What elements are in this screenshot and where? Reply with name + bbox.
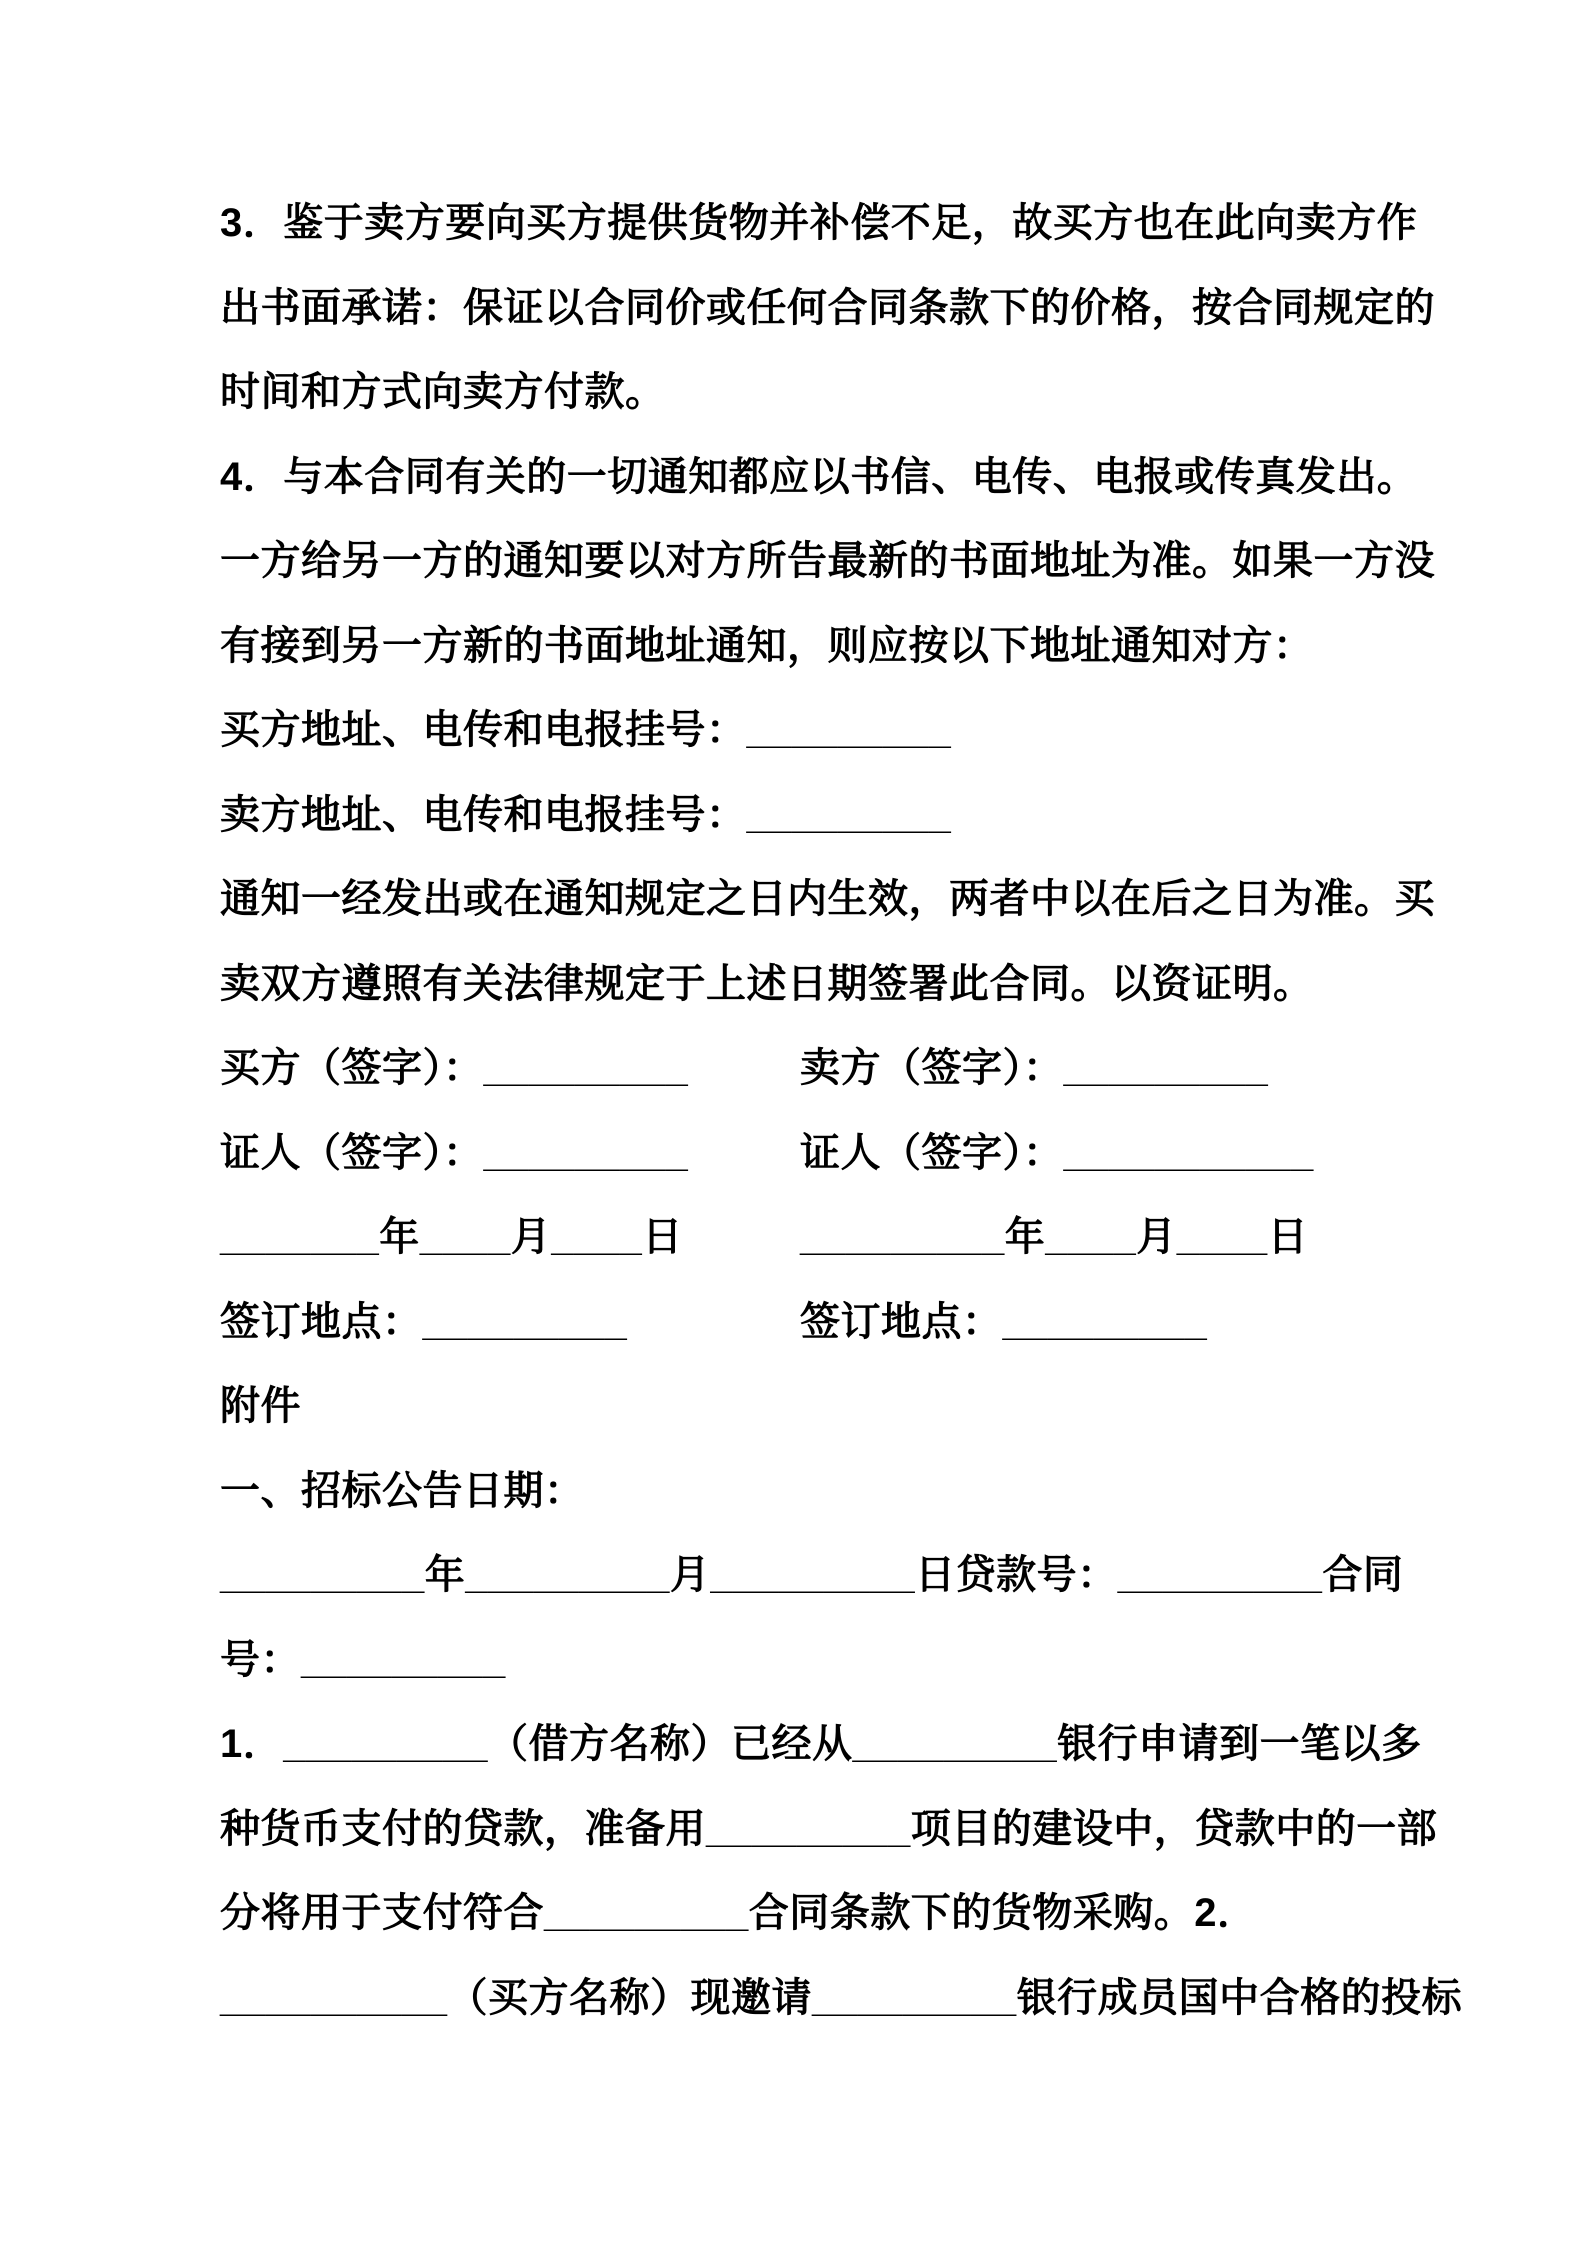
appendix-line-2: 号：_________	[220, 1637, 506, 1682]
clause3-line-3: 时间和方式向卖方付款。	[220, 370, 666, 414]
signature-row-parties	[220, 1026, 1438, 1111]
signing-date-field-right: _________年____月____日	[800, 1215, 1309, 1259]
appendix-line-4: 种货币支付的贷款，准备用_________项目的建设中，贷款中的一部	[220, 1806, 1438, 1851]
appendix-line-6: __________（买方名称）现邀请_________银行成员国中合格的投标	[220, 1975, 1463, 2020]
seller-address-line: 卖方地址、电传和电报挂号：_________	[220, 792, 952, 837]
seller-signature-field: 卖方（签字）：_________	[800, 1046, 1269, 1090]
clause3-line-2: 出书面承诺：保证以合同价或任何合同条款下的价格，按合同规定的	[220, 285, 1435, 330]
notice-effective-line-1: 通知一经发出或在通知规定之日内生效，两者中以在后之日为准。买	[220, 877, 1435, 921]
clause4-line-3: 有接到另一方新的书面地址通知，则应按以下地址通知对方：	[220, 623, 1314, 668]
witness-signature-field-right: 证人（签字）：___________	[800, 1130, 1314, 1175]
signature-row-witnesses	[220, 1111, 1438, 1196]
clause4-line-2: 一方给另一方的通知要以对方所告最新的书面地址为准。如果一方没	[220, 539, 1435, 583]
clause4-line-1: 4．与本合同有关的一切通知都应以书信、电传、电报或传真发出。	[220, 454, 1418, 499]
signing-place-field-right: 签订地点：_________	[800, 1299, 1208, 1344]
clause3-line-1: 3．鉴于卖方要向买方提供货物并补偿不足，故买方也在此向卖方作	[220, 201, 1418, 245]
signature-row-dates	[220, 1195, 1438, 1280]
appendix-section1-heading: 一、招标公告日期：	[220, 1468, 585, 1513]
witness-signature-field-left: 证人（签字）：_________	[220, 1130, 689, 1175]
notice-effective-line-2: 卖双方遵照有关法律规定于上述日期签署此合同。以资证明。	[220, 961, 1314, 1006]
appendix-line-1: _________年_________月_________日贷款号：_________合同	[220, 1553, 1404, 1597]
signature-row-places	[220, 1280, 1438, 1365]
buyer-address-line: 买方地址、电传和电报挂号：_________	[220, 708, 952, 752]
appendix-line-3: 1．_________（借方名称）已经从_________银行申请到一笔以多	[220, 1722, 1422, 1766]
signing-place-field-left: 签订地点：_________	[220, 1299, 628, 1344]
appendix-line-5: 分将用于支付符合_________合同条款下的货物采购。2．	[220, 1891, 1258, 1935]
appendix-title: 附件	[220, 1384, 301, 1428]
signing-date-field-left: _______年____月____日	[220, 1215, 683, 1259]
buyer-signature-field: 买方（签字）：_________	[220, 1046, 689, 1090]
